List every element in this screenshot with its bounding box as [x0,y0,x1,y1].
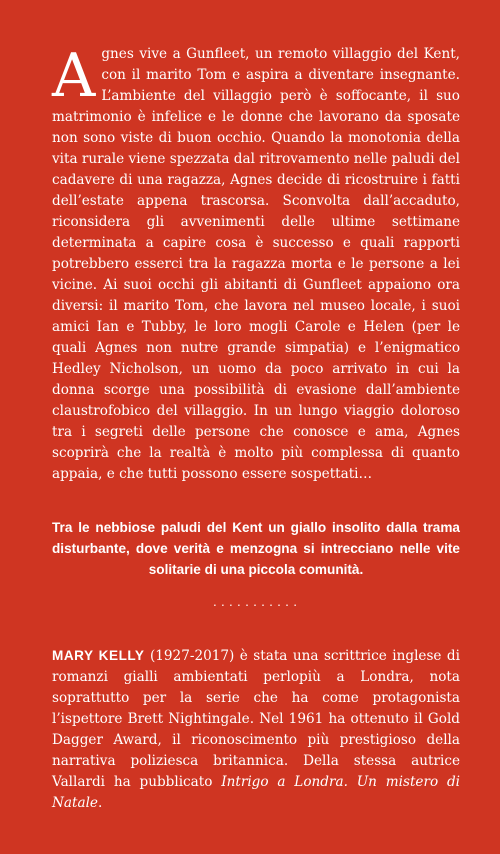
bio-text: (1927-2017) è stata una scrittrice inglese di romanzi gialli ambientati perlopiù a Londra, nota soprattutto per la serie che ha come protagonista l’ispettore Brett Nightingale. Nel 1961 ha ottenuto il Gold Dagger Award, il riconoscimento più prestigioso della narrativa poliziesca britannica. Della stessa autrice Vallardi ha pubblicato [52,648,460,790]
author-name: MARY KELLY [52,648,145,663]
author-bio [52,645,460,814]
drop-cap: A [52,41,96,111]
book-title: Intrigo a Londra. Un mistero di Natale [52,774,460,811]
tagline: Tra le nebbiose paludi del Kent un giallo insolito dalla trama disturbante, dove verità e menzogna si intrecciano nelle vite solitarie di una piccola comunità. [52,520,460,577]
dotted-divider: ........... [211,598,301,609]
bio-end: . [97,795,103,811]
synopsis-paragraph [52,41,460,485]
synopsis-text: gnes vive a Gunfleet, un remoto villaggio del Kent, con il marito Tom e aspira a diventare insegnante. L’ambiente del villaggio però è soffocante, il suo matrimonio è infelice e le donne che lavorano da sposate non sono viste di buon occhio. Quando la monotonia della vita rurale viene spezzata dal ritrovamento nelle paludi del cadavere di una ragazza, Agnes decide di ricostruire i fatti dell’estate appena trascorsa. Sconvolta dall’accaduto, riconsidera gli avvenimenti delle ultime settimane determinata a capire cosa è successo e quali rapporti potrebbero esserci tra la ragazza morta e le persone a lei vicine. Ai suoi occhi gli abitanti di Gunfleet appaiono ora diversi: il marito Tom, che lavora nel museo locale, i suoi amici Ian e Tubby, le loro mogli Carole e Helen (per le quali Agnes non nutre grande simpatia) e l’enigmatico Hedley Nicholson, un uomo da poco arrivato in cui la donna scorge una possibilità di evasione dall’ambiente claustrofobico del villaggio. In un lungo viaggio doloroso tra i segreti delle persone che conosce e ama, Agnes scoprirà che la realtà è molto più complessa di quanto appaia, e che tutti possono essere sospettati… [52,46,460,482]
